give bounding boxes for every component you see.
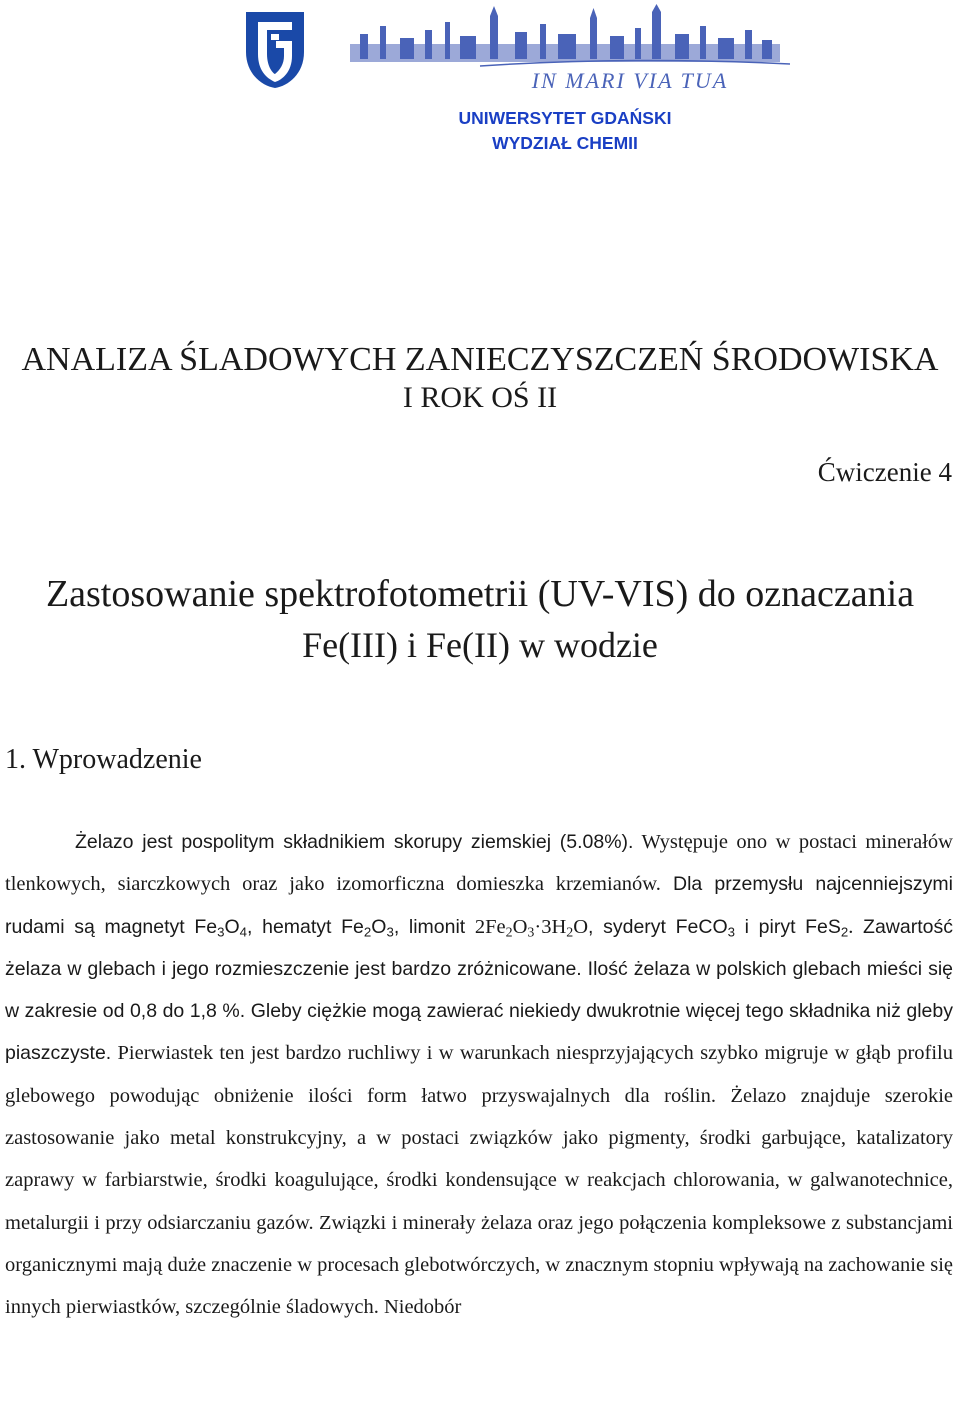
text-run: Dla przemysłu najcenniejszymi rudami są magnetyt — [5, 873, 953, 938]
text-run: , syderyt — [588, 915, 676, 938]
text-run: i piryt — [735, 915, 806, 938]
city-skyline-emblem — [330, 4, 800, 94]
text-run: Żelazo jest pospolitym składnikiem skorupy ziemskiej (5.08%). — [75, 831, 634, 853]
university-logo-icon — [240, 8, 310, 90]
text-run: Pierwiastek ten jest bardzo ruchliwy i w warunkach niesprzyjających szybko migruje w głąb profilu glebowego powodując obniżenie ilości form łatwo przyswajalnych dla roślin. Żelazo znajduje szerokie zastosowanie jako metal konstrukcyjny, a w postaci związków jako pigmenty, środki garbujące, katalizatory zaprawy w farbiarstwie, środki koagulujące, środki kondensujące w reakcjach chlorowania, w galwanotechnice, metalurgii i przy odsiarczaniu gazów. Związki i minerały żelaza oraz jego połączenia kompleksowe z substancjami organicznymi mają duże znaczenie w procesach glebotwórczych, w znacznym stopniu wpływają na zachowanie się innych pierwiastków, szczególnie śladowych. Niedobór — [5, 1042, 953, 1319]
formula-siderite: FeCO$_3$ — [675, 915, 736, 939]
formula-magnetite: $Fe_3O_4$ — [194, 915, 248, 939]
text-run: Występuje ono w postaci minerałów tlenkowych, siarczkowych oraz jako izomorficzna domieszka krzemianów. — [5, 831, 953, 896]
text-run: . — [848, 915, 854, 938]
formula-pyrite: FeS$_2$ — [805, 915, 849, 939]
intro-paragraph — [5, 821, 953, 1329]
text-run: , hematyt — [247, 915, 342, 938]
university-name — [370, 106, 760, 156]
faculty-title: WYDZIAŁ CHEMII — [492, 133, 638, 153]
formula-limonite: $2Fe_2O_3\cdot 3H_2O$ — [474, 915, 589, 941]
topic-title-line1: Zastosowanie spektrofotometrii (UV-VIS) do oznaczania — [45, 573, 915, 615]
text-run: , limonit — [393, 915, 475, 938]
course-subtitle: I ROK OŚ II — [402, 381, 558, 414]
section-heading: 1. Wprowadzenie — [5, 744, 202, 775]
course-title: ANALIZA ŚLADOWYCH ZANIECZYSZCZEŃ ŚRODOWISKA — [21, 341, 939, 378]
university-title: UNIWERSYTET GDAŃSKI — [458, 108, 672, 128]
topic-title-line2: Fe(III) i Fe(II) w wodzie — [302, 625, 658, 665]
exercise-number: Ćwiczenie 4 — [817, 457, 952, 487]
text-run: Zawartość żelaza w glebach i jego rozmieszczenie jest bardzo zróżnicowane. Ilość żelaza w polskich glebach mieści się w zakresie od 0,8 do 1,8 %. Gleby ciężkie mogą zawierać niekiedy dwukrotnie więcej tego składnika niż gleby piaszczyste. — [5, 915, 953, 1065]
motto: IN MARI VIA TUA — [531, 68, 729, 93]
formula-hematite: $Fe_2O_3$ — [341, 915, 394, 939]
header — [0, 0, 960, 165]
